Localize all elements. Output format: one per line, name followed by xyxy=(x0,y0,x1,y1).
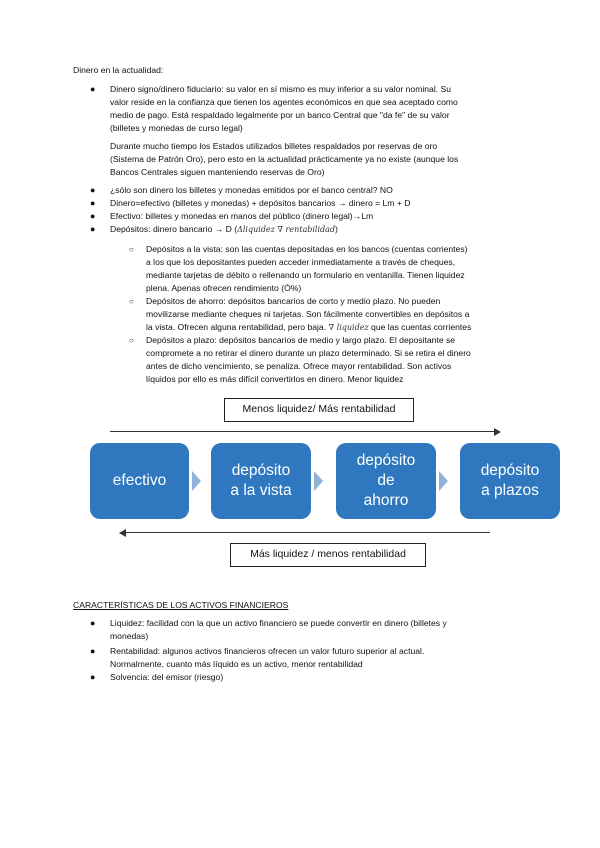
bullet-icon: ● xyxy=(90,211,96,221)
bullet-dinero-signo: Dinero signo/dinero fiduciario: su valor en sí mismo es muy inferior a su valor nominal. Su valor reside en la confianza que tienen los agentes económicos en que sea aceptado como medio de pago. Está respaldado legalmente por un banco Central que "da fe" de su valor (billetes y monedas de curso legal) xyxy=(110,84,458,133)
bullet-efectivo: Efectivo: billetes y monedas en manos del público (dinero legal)→Lm xyxy=(110,211,374,221)
sub-bullet-depositos-ahorro: Depósitos de ahorro: depósitos bancarios de corto y medio plazo. No pueden movilizarse mediante cheques ni tarjetas. Son fácilmente convertibles en depósitos a la vista. Ofrecen alguna rentabilidad, pero baja. ∇ liquidez que las cuentas corrientes xyxy=(146,296,472,332)
bottom-arrow-line xyxy=(126,532,490,533)
bullet-dinero-formula: Dinero=efectivo (billetes y monedas) + depósitos bancarios → dinero = Lm + D xyxy=(110,198,411,208)
bullet-icon: ● xyxy=(90,84,96,94)
diagram-bottom-label: Más liquidez / menos rentabilidad xyxy=(230,543,426,567)
sub-bullet-icon: ○ xyxy=(129,336,134,345)
tile-deposito-vista: depósito a la vista xyxy=(211,443,311,519)
sub-bullet-depositos-vista: Depósitos a la vista: son las cuentas depositadas en los bancos (cuentas corrientes) a los que los depositantes pueden acceder inmediatamente a través de cheques, mediante tarjetas de débito o rellenando un formulario en ventanilla. Tienen liquidez plena. Apenas ofrecen rendimiento (Ò%) xyxy=(146,244,468,293)
paragraph-patron-oro: Durante mucho tiempo los Estados utilizados billetes respaldados por reservas de oro (Sistema de Patrón Oro), pero esto en la actualidad prácticamente ya no existe (aunque los Bancos Centrales siguen manteniendo reservas de Oro) xyxy=(110,141,459,177)
bullet-icon: ● xyxy=(90,646,96,656)
arrow-right-icon xyxy=(494,428,501,436)
section-heading: Dinero en la actualidad: xyxy=(73,65,164,75)
sub-bullet-depositos-plazo: Depósitos a plazo: depósitos bancarios de medio y largo plazo. El depositante se compromete a no retirar el dinero durante un plazo determinado. Si se retira el dinero antes de dicho vencimiento, se penaliza. Ofrece mayor rentabilidad. Son activos líquidos por ello es más difícil convertirlos en dinero. Menor liquidez xyxy=(146,335,471,384)
sub-bullet-icon: ○ xyxy=(129,245,134,254)
tile-deposito-ahorro: depósito de ahorro xyxy=(336,443,436,519)
bullet-icon: ● xyxy=(90,672,96,682)
top-arrow-line xyxy=(110,431,496,432)
bullet-icon: ● xyxy=(90,185,96,195)
characteristics-title: CARACTERÍSTICAS DE LOS ACTIVOS FINANCIEROS xyxy=(73,600,289,610)
bullet-depositos: Depósitos: dinero bancario → D (Δliquidez ∇ rentabilidad) xyxy=(110,224,338,234)
bullet-solvencia: Solvencia: del emisor (riesgo) xyxy=(110,672,224,682)
bullet-icon: ● xyxy=(90,198,96,208)
bullet-icon: ● xyxy=(90,618,96,628)
tile-efectivo: efectivo xyxy=(90,443,189,519)
tile-deposito-plazos: depósito a plazos xyxy=(460,443,560,519)
sub-bullet-icon: ○ xyxy=(129,297,134,306)
chevron-right-icon xyxy=(314,471,323,491)
diagram-top-label: Menos liquidez/ Más rentabilidad xyxy=(224,398,414,422)
arrow-left-icon xyxy=(119,529,126,537)
bullet-rentabilidad: Rentabilidad: algunos activos financieros ofrecen un valor futuro superior al actual. Normalmente, cuanto más líquido es un activo, menor rentabilidad xyxy=(110,646,425,669)
chevron-right-icon xyxy=(192,471,201,491)
bullet-icon: ● xyxy=(90,224,96,234)
bullet-solo-dinero: ¿sólo son dinero los billetes y monedas emitidos por el banco central? NO xyxy=(110,185,393,195)
bullet-liquidez: Liquidez: facilidad con la que un activo financiero se puede convertir en dinero (billetes y monedas) xyxy=(110,618,447,641)
chevron-right-icon xyxy=(439,471,448,491)
